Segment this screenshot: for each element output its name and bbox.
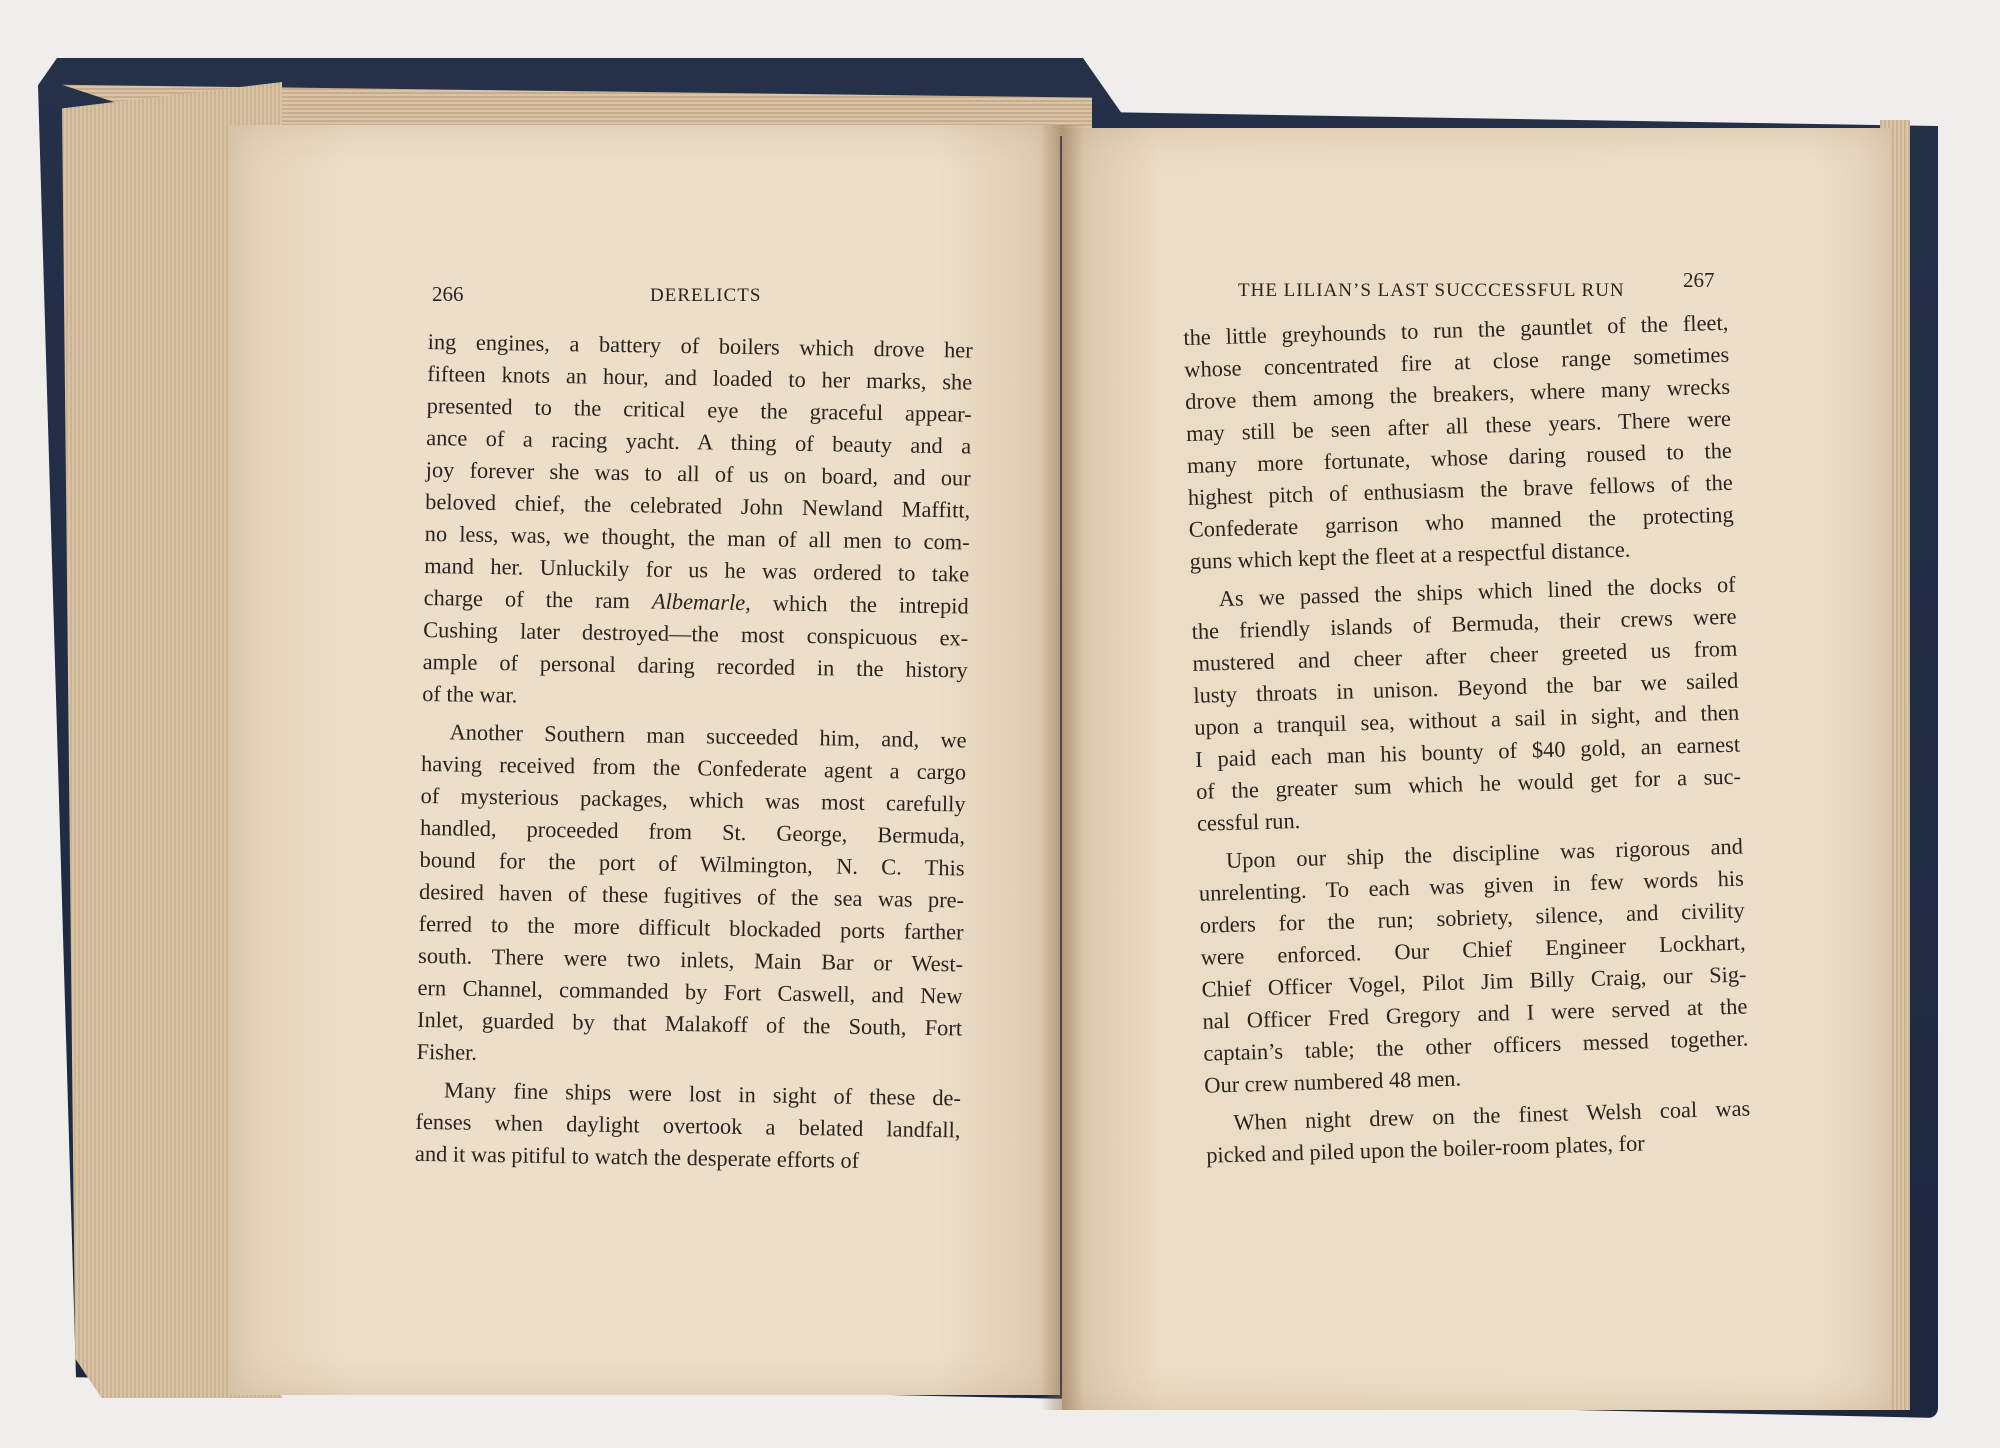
text-line: joy forever she was to all of us on board, and our (425, 456, 971, 491)
text-line: Fisher. (416, 1038, 478, 1065)
text-line: were enforced. Our Chief Engineer Lockhart, (1200, 929, 1746, 970)
italic-ship-name: Albemarle, (651, 588, 752, 616)
text-line: mustered and cheer after cheer greeted us from (1192, 635, 1738, 676)
text-line: As we passed the ships which lined the docks of (1218, 571, 1736, 612)
text-line: fenses when daylight overtook a belated landfall, (415, 1108, 961, 1143)
text-line: Inlet, guarded by that Malakoff of the South, Fort (416, 1006, 963, 1041)
text-line: Another Southern man succeeded him, and, we (449, 719, 967, 753)
right-running-head: THE LILIAN’S LAST SUCCCESSFUL RUN (1238, 280, 1625, 301)
text-line: I paid each man his bounty of $40 gold, an earnest (1194, 731, 1741, 772)
text-line: unrelenting. To each was given in few words his (1198, 865, 1745, 906)
text-line: the little greyhounds to run the gauntlet of the fleet, (1183, 309, 1729, 350)
text-line: south. There were two inlets, Main Bar or West- (417, 942, 964, 977)
text-line: upon a tranquil sea, without a sail in sight, and then (1193, 699, 1740, 740)
text-line: handled, proceeded from St. George, Bermuda, (419, 814, 966, 849)
text-line: Upon our ship the discipline was rigorous and (1225, 833, 1744, 874)
paragraph (1190, 569, 1742, 840)
text-line: desired haven of these fugitives of the sea was pre- (418, 878, 965, 913)
text-line: ing engines, a battery of boilers which drove her (427, 328, 973, 363)
left-page-body (415, 326, 973, 1178)
left-page-number: 266 (432, 282, 464, 306)
left-running-head: DERELICTS (650, 285, 762, 306)
text-line: Our crew numbered 48 men. (1203, 1065, 1462, 1098)
paragraph (1183, 307, 1735, 578)
text-line: many more fortunate, whose daring roused to the (1186, 437, 1733, 478)
text-line: bound for the port of Wilmington, N. C. This (419, 846, 965, 881)
text-line: ance of a racing yacht. A thing of beauty and a (426, 424, 972, 459)
text-line: Many fine ships were lost in sight of these de- (443, 1077, 962, 1111)
text-line: cessful run. (1196, 807, 1301, 836)
text-line: ern Channel, commanded by Fort Caswell, and New (417, 974, 963, 1009)
text-line: whose concentrated fire at close range sometimes (1183, 341, 1730, 382)
paragraph (415, 1074, 961, 1179)
text-line: may still be seen after all these years. There were (1185, 405, 1732, 446)
paragraph (422, 326, 973, 719)
line-continuation: which the intrepid (750, 590, 969, 619)
text-line: captain’s table; the other officers messed together. (1203, 1025, 1749, 1066)
text-line: Chief Officer Vogel, Pilot Jim Billy Craig, our Sig- (1201, 961, 1747, 1002)
text-line: presented to the critical eye the graceful appear- (426, 392, 972, 427)
text-line: fifteen knots an hour, and loaded to her marks, she (427, 360, 973, 395)
text-line: Cushing later destroyed—the most conspicuous ex- (423, 616, 969, 651)
text-line: the friendly islands of Bermuda, their crews were (1191, 603, 1737, 644)
text-line: orders for the run; sobriety, silence, and civility (1199, 897, 1745, 938)
text-line: guns which kept the fleet at a respectful distance. (1189, 536, 1631, 574)
text-line: of the greater sum which he would get for a suc- (1195, 763, 1742, 804)
text-line: lusty throats in unison. Beyond the bar we sailed (1193, 667, 1739, 708)
text-line: mand her. Unluckily for us he was ordered to take (424, 552, 970, 587)
text-line: charge of the ram Albemarle, which the intrepid (423, 584, 969, 619)
text-line: drove them among the breakers, where many wrecks (1184, 373, 1731, 414)
text-line: and it was pitiful to watch the desperate efforts of (414, 1140, 860, 1173)
paragraph (1198, 831, 1750, 1102)
text-line: of mysterious packages, which was most carefully (420, 782, 966, 817)
text-line: ferred to the more difficult blockaded ports farther (418, 910, 964, 945)
text-line: beloved chief, the celebrated John Newland Maffitt, (425, 488, 971, 523)
text-line: nal Officer Fred Gregory and I were served at the (1202, 993, 1748, 1034)
paragraph (416, 716, 966, 1077)
text-line: picked and piled upon the boiler-room plates, for (1205, 1130, 1645, 1168)
text-line: no less, was, we thought, the man of all men to com- (424, 520, 970, 555)
text-line: When night drew on the finest Welsh coal was (1233, 1095, 1751, 1135)
text-line: of the war. (422, 680, 518, 708)
text-line: having received from the Confederate agent a cargo (420, 750, 967, 785)
right-page-body (1183, 307, 1752, 1172)
right-page-number: 267 (1683, 268, 1715, 292)
text-line: ample of personal daring recorded in the history (422, 648, 968, 683)
book-gutter (1040, 125, 1084, 1410)
text-line: highest pitch of enthusiasm the brave fellows of the (1187, 469, 1734, 510)
text-line: Confederate garrison who manned the protecting (1188, 501, 1734, 542)
